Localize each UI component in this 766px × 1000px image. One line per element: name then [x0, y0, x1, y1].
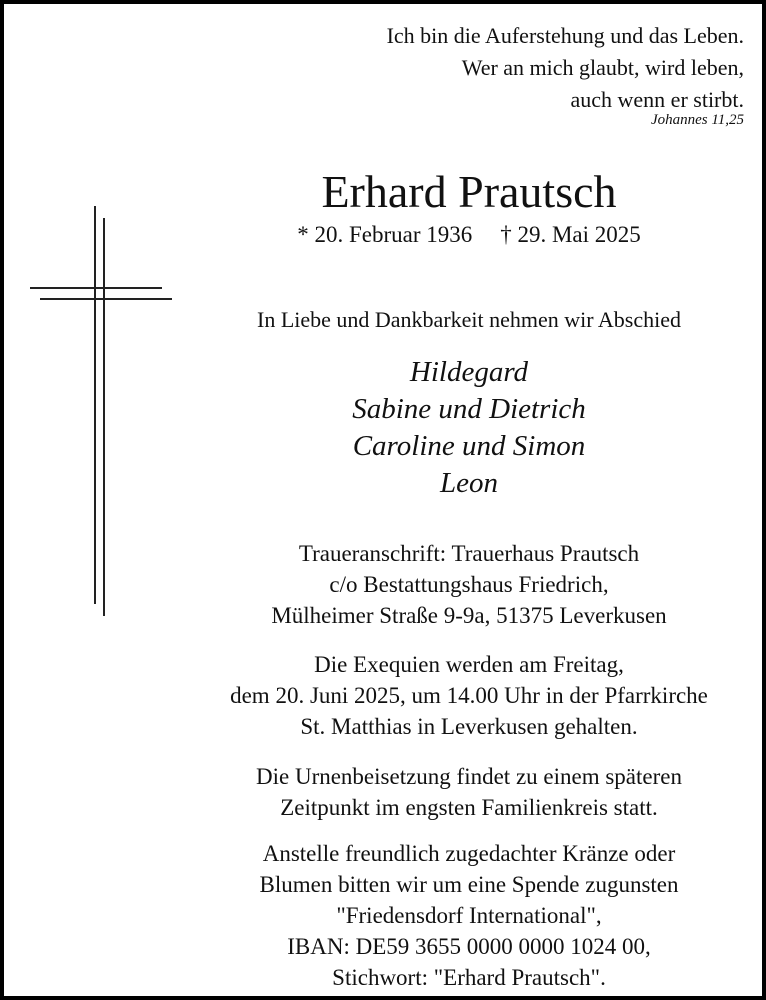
service-line: Die Exequien werden am Freitag, [314, 652, 624, 677]
verse-line: auch wenn er stirbt. [570, 87, 744, 112]
farewell-text: In Liebe und Dankbarkeit nehmen wir Abschied [257, 307, 681, 332]
service-line: St. Matthias in Leverkusen gehalten. [300, 714, 638, 739]
donation-line: Blumen bitten wir um eine Spende zugunsten [259, 872, 679, 897]
urn-line: Zeitpunkt im engsten Familienkreis statt. [280, 795, 658, 820]
life-dates [164, 222, 766, 248]
family-member: Hildegard [409, 356, 529, 388]
donation-keyword: Stichwort: "Erhard Prautsch". [332, 965, 606, 990]
family-member: Caroline und Simon [352, 430, 586, 462]
address-line: c/o Bestattungshaus Friedrich, [329, 572, 609, 597]
verse-line: Ich bin die Auferstehung und das Leben. [386, 23, 744, 48]
urn-line: Die Urnenbeisetzung findet zu einem späteren [256, 764, 682, 789]
service-line: dem 20. Juni 2025, um 14.00 Uhr in der Pfarrkirche [230, 683, 708, 708]
verse-line: Wer an mich glaubt, wird leben, [461, 55, 744, 80]
family-member: Sabine und Dietrich [352, 393, 586, 425]
donation-line: "Friedensdorf International", [336, 903, 602, 928]
address-line: Mülheimer Straße 9-9a, 51375 Leverkusen [271, 603, 667, 628]
birth-date: * 20. Februar 1936 [297, 222, 473, 247]
verse-reference: Johannes 11,25 [650, 112, 744, 128]
death-date: † 29. Mai 2025 [500, 222, 641, 247]
address-line: Traueranschrift: Trauerhaus Prautsch [298, 541, 640, 566]
donation-iban: IBAN: DE59 3655 0000 0000 1024 00, [287, 934, 651, 959]
donation-line: Anstelle freundlich zugedachter Kränze oder [262, 841, 676, 866]
family-member: Leon [440, 467, 498, 499]
deceased-name: Erhard Prautsch [321, 166, 617, 217]
